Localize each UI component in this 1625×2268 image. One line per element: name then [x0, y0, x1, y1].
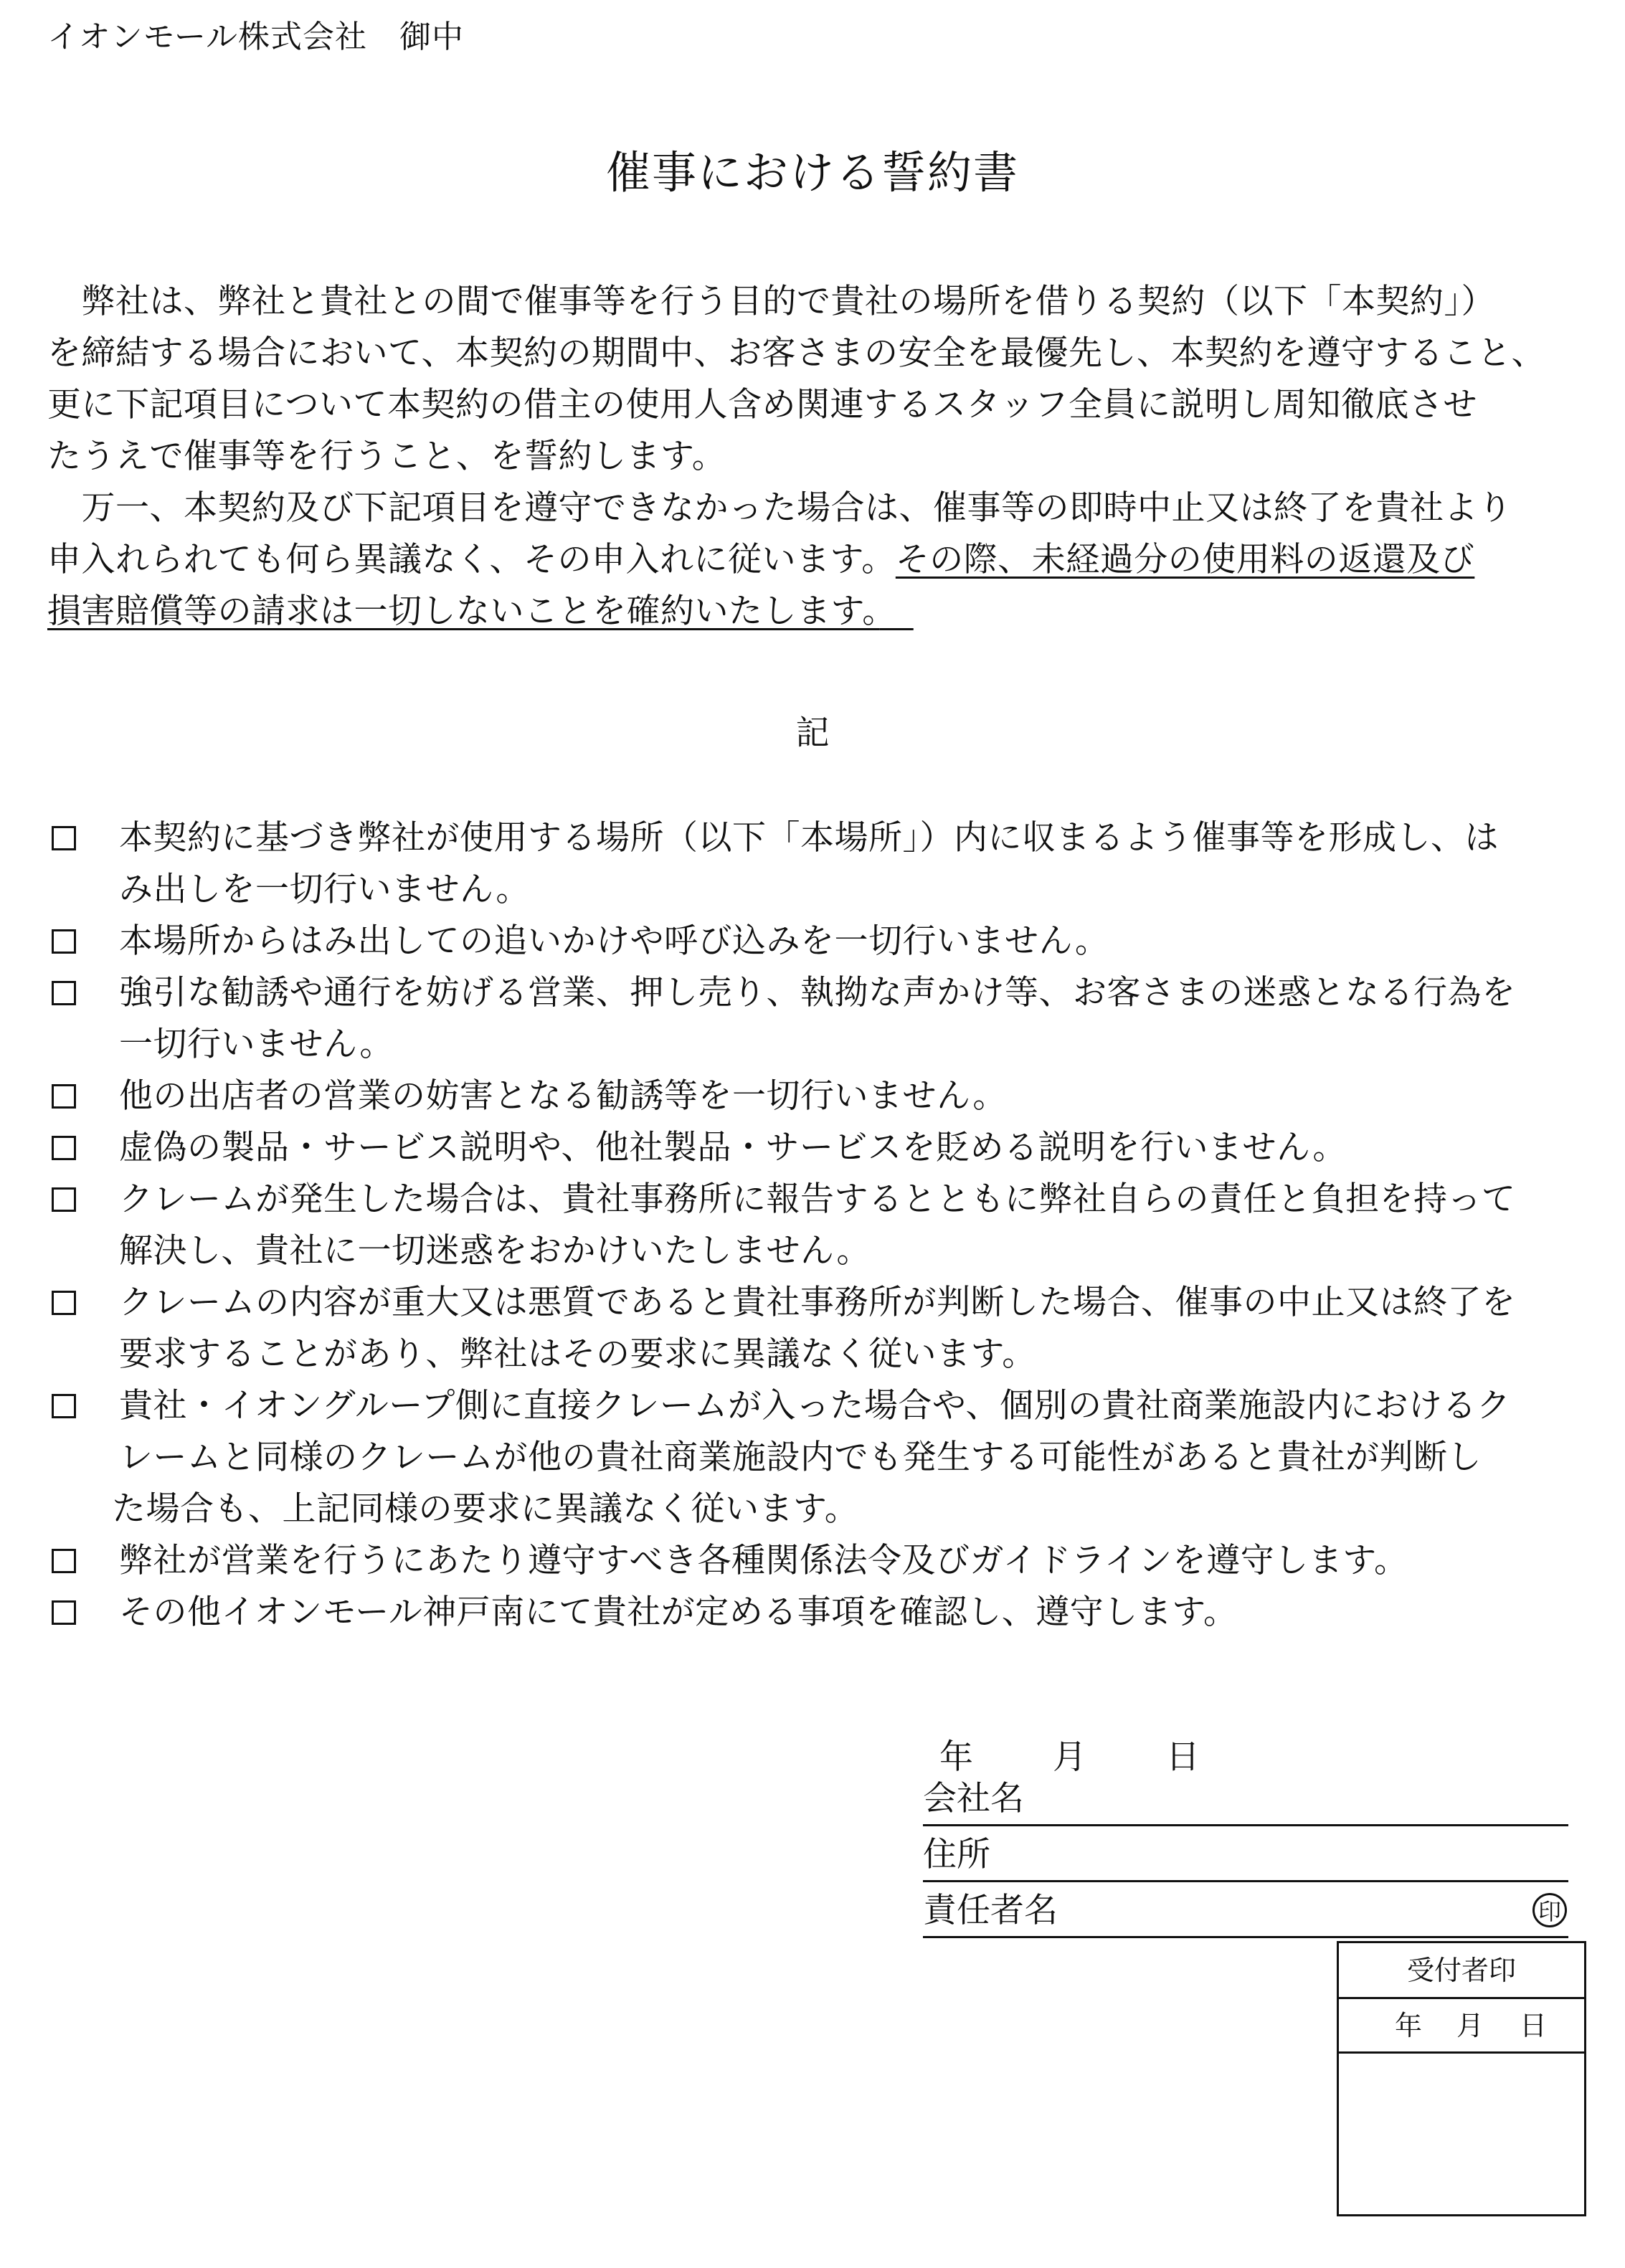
receipt-month-label: 月	[1456, 2010, 1484, 2041]
company-name-label: 会社名	[923, 1779, 1024, 1818]
item-text: み出しを一切行いません。	[119, 870, 530, 909]
addressee: イオンモール株式会社 御中	[47, 19, 465, 55]
item-text: 本場所からはみ出しての追いかけや呼び込みを一切行いません。	[119, 921, 1109, 961]
item-text: 虚偽の製品・サービス説明や、他社製品・サービスを貶める説明を行いません。	[119, 1128, 1347, 1167]
item-text: 貴社・イオングループ側に直接クレームが入った場合や、個別の貴社商業施設内におけるク	[119, 1386, 1511, 1425]
item-checkbox[interactable]	[52, 1549, 76, 1573]
receipt-date-row	[1339, 1999, 1584, 2054]
item-checkbox[interactable]	[52, 1187, 76, 1212]
receipt-stamp-area[interactable]	[1339, 2054, 1584, 2214]
year-label: 年	[939, 1737, 973, 1777]
body-line: 弊社は、弊社と貴社との間で催事等を行う目的で貴社の場所を借りる契約（以下「本契約」）	[47, 282, 1495, 321]
body-line: たうえで催事等を行うこと、を誓約します。	[47, 437, 726, 476]
item-text: た場合も、上記同様の要求に異議なく従います。	[112, 1489, 859, 1529]
ki-heading: 記	[795, 713, 830, 753]
representative-field[interactable]	[923, 1886, 1568, 1938]
item-text: その他イオンモール神戸南にて貴社が定める事項を確認し、遵守します。	[119, 1593, 1238, 1632]
item-checkbox[interactable]	[52, 826, 76, 850]
body-line: 更に下記項目について本契約の借主の使用人含め関連するスタッフ全員に説明し周知徹底させ	[47, 385, 1478, 424]
address-label: 住所	[923, 1835, 990, 1874]
underlined-clause: その際、未経過分の使用料の返還及び	[895, 540, 1475, 579]
item-text: 解決し、貴社に一切迷惑をおかけいたしません。	[119, 1231, 871, 1271]
body-text: 申入れられても何ら異議なく、その申入れに従います。	[47, 540, 896, 579]
month-label: 月	[1052, 1737, 1086, 1777]
seal-mark: 印	[1532, 1893, 1567, 1927]
receipt-day-label: 日	[1520, 2010, 1548, 2041]
item-text: 要求することがあり、弊社はその要求に異議なく従います。	[119, 1334, 1036, 1374]
day-label: 日	[1165, 1737, 1200, 1777]
representative-label: 責任者名	[923, 1891, 1058, 1930]
receipt-year-label: 年	[1395, 2010, 1423, 2041]
item-text: 強引な勧誘や通行を妨げる営業、押し売り、執拗な声かけ等、お客さまの迷惑となる行為を	[119, 973, 1516, 1012]
body-line	[47, 535, 1474, 585]
item-text: 本契約に基づき弊社が使用する場所（以下「本場所」）内に収まるよう催事等を形成し、は	[119, 818, 1499, 858]
item-text: 一切行いません。	[119, 1025, 394, 1064]
document-title: 催事における誓約書	[605, 146, 1019, 199]
receipt-stamp-header: 受付者印	[1339, 1943, 1584, 1999]
item-text: クレームが発生した場合は、貴社事務所に報告するとともに弊社自らの責任と負担を持って	[119, 1180, 1516, 1219]
item-checkbox[interactable]	[52, 981, 76, 1005]
item-text: 他の出店者の営業の妨害となる勧誘等を一切行いません。	[119, 1076, 1007, 1116]
item-checkbox[interactable]	[52, 929, 76, 954]
item-text: クレームの内容が重大又は悪質であると貴社事務所が判断した場合、催事の中止又は終了を	[119, 1283, 1516, 1322]
item-checkbox[interactable]	[52, 1084, 76, 1109]
body-line	[47, 587, 914, 637]
item-checkbox[interactable]	[52, 1394, 76, 1418]
item-checkbox[interactable]	[52, 1600, 76, 1625]
body-line: を締結する場合において、本契約の期間中、お客さまの安全を最優先し、本契約を遵守すること、	[47, 333, 1546, 373]
item-checkbox[interactable]	[52, 1136, 76, 1160]
underlined-clause: 損害賠償等の請求は一切しないことを確約いたします。	[47, 592, 880, 631]
receipt-stamp-box	[1337, 1941, 1586, 2216]
address-field[interactable]	[923, 1830, 1568, 1882]
company-name-field[interactable]	[923, 1774, 1568, 1826]
item-text: レームと同様のクレームが他の貴社商業施設内でも発生する可能性があると貴社が判断し	[119, 1438, 1482, 1477]
item-checkbox[interactable]	[52, 1291, 76, 1315]
body-line: 万一、本契約及び下記項目を遵守できなかった場合は、催事等の即時中止又は終了を貴社より	[47, 488, 1512, 528]
item-text: 弊社が営業を行うにあたり遵守すべき各種関係法令及びガイドラインを遵守します。	[119, 1541, 1408, 1580]
